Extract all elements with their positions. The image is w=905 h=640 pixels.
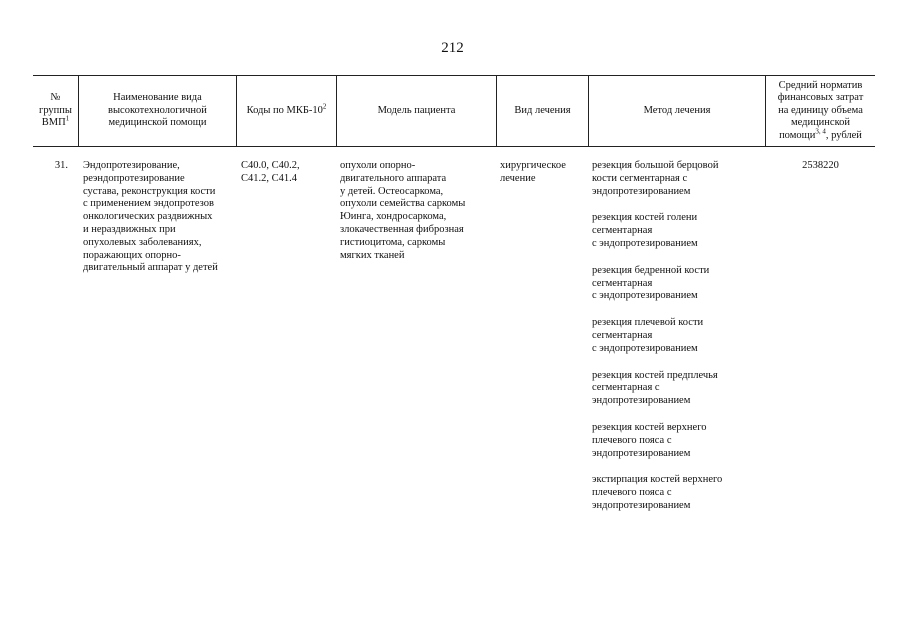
text-line: резекция бедренной кости	[592, 264, 710, 276]
method-item	[592, 474, 764, 512]
header-text: ВМП$^1$	[41, 114, 70, 129]
text-line: с эндопротезированием	[592, 290, 698, 302]
row-treatment-type	[500, 160, 586, 186]
method-item	[592, 160, 764, 198]
text-line: резекция плечевой кости	[592, 317, 704, 329]
text-line: кости сегментарная с	[592, 172, 688, 184]
row-group-number: 31.	[54, 160, 68, 171]
text-line: экстирпация костей верхнего	[592, 474, 723, 486]
text-line: сегментарная	[592, 277, 653, 289]
header-patient-model	[337, 76, 496, 146]
text-line: опухоли семейства саркомы	[340, 198, 466, 210]
header-text: Метод лечения	[643, 104, 711, 116]
text-line: опухолевых заболеваниях,	[83, 236, 202, 248]
page-number: 212	[441, 40, 464, 56]
text-line: C41.2, C41.4	[241, 172, 298, 184]
text-line: Юинга, хондросаркома,	[340, 211, 447, 223]
text-line: двигательного аппарата	[340, 172, 447, 184]
text-line: эндопротезированием	[592, 499, 691, 511]
text-line: плечевого пояса с	[592, 434, 672, 446]
method-item	[592, 422, 764, 460]
header-text: помощи$^{3, 4}$, рублей	[779, 127, 862, 141]
text-line: резекция большой берцовой	[592, 160, 719, 171]
footnote-marker: 2	[322, 102, 327, 111]
text-line: резекция костей верхнего	[592, 421, 707, 433]
header-treatment-type	[497, 76, 588, 146]
header-text: Коды по МКБ-10	[246, 104, 323, 116]
text-line: реэндопротезирование	[83, 172, 185, 184]
text-line: опухоли опорно-	[340, 160, 416, 171]
header-treatment-method	[589, 76, 765, 146]
row-average-cost: 2538220	[802, 160, 839, 171]
text-line: эндопротезированием	[592, 447, 691, 459]
text-line: двигательный аппарат у детей	[83, 262, 218, 274]
text-line: эндопротезированием	[592, 395, 691, 407]
method-item	[592, 317, 764, 355]
header-icd-codes	[237, 76, 336, 146]
header-text: высокотехнологичной	[108, 104, 207, 116]
method-item	[592, 265, 764, 303]
footnote-marker: 3, 4	[815, 127, 826, 136]
text-line: с эндопротезированием	[592, 342, 698, 354]
method-item	[592, 212, 764, 250]
header-average-cost	[766, 76, 875, 146]
text-line: мягких тканей	[340, 249, 405, 261]
row-care-name	[83, 160, 235, 275]
header-text: Модель пациента	[377, 104, 456, 116]
text-line: эндопротезированием	[592, 185, 691, 197]
text-line: лечение	[500, 172, 536, 184]
text-line: сегментарная с	[592, 382, 660, 394]
text-line: резекция костей голени	[592, 212, 698, 224]
text-line: Эндопротезирование,	[83, 160, 180, 171]
header-care-name	[79, 76, 236, 146]
text-line: злокачественная фиброзная	[340, 223, 464, 235]
header-text: Наименование вида	[113, 92, 202, 104]
text-line: резекция костей предплечья	[592, 369, 718, 381]
header-text: Вид лечения	[514, 104, 571, 116]
row-treatment-methods	[592, 160, 764, 527]
row-icd-codes	[241, 160, 333, 186]
text-line: с эндопротезированием	[592, 237, 698, 249]
row-patient-model	[340, 160, 494, 262]
header-group-number	[33, 76, 78, 146]
method-item	[592, 370, 764, 408]
text-line: поражающих опорно-	[83, 249, 181, 261]
text-line: у детей. Остеосаркома,	[340, 185, 444, 197]
text-line: плечевого пояса с	[592, 487, 672, 499]
header-text: Средний норматив	[778, 79, 863, 91]
text-line: сегментарная	[592, 225, 653, 237]
header-text: медицинской	[790, 117, 851, 129]
text-line: и нераздвижных при	[83, 223, 176, 235]
header-text: группы	[39, 104, 72, 116]
text-line: гистиоцитома, саркомы	[340, 236, 446, 248]
header-text: финансовых затрат	[777, 92, 864, 104]
table-header-bottom-border	[33, 146, 875, 147]
header-text: на единицу объема	[778, 104, 863, 116]
text-line: сустава, реконструкция кости	[83, 185, 216, 197]
text-line: хирургическое	[500, 160, 566, 171]
text-line: онкологических раздвижных	[83, 211, 213, 223]
text-line: C40.0, C40.2,	[241, 160, 300, 171]
text-line: сегментарная	[592, 329, 653, 341]
header-text: №	[50, 92, 61, 104]
text-line: с применением эндопротезов	[83, 198, 214, 210]
header-text: медицинской помощи	[108, 117, 207, 129]
footnote-marker: 1	[65, 114, 70, 123]
